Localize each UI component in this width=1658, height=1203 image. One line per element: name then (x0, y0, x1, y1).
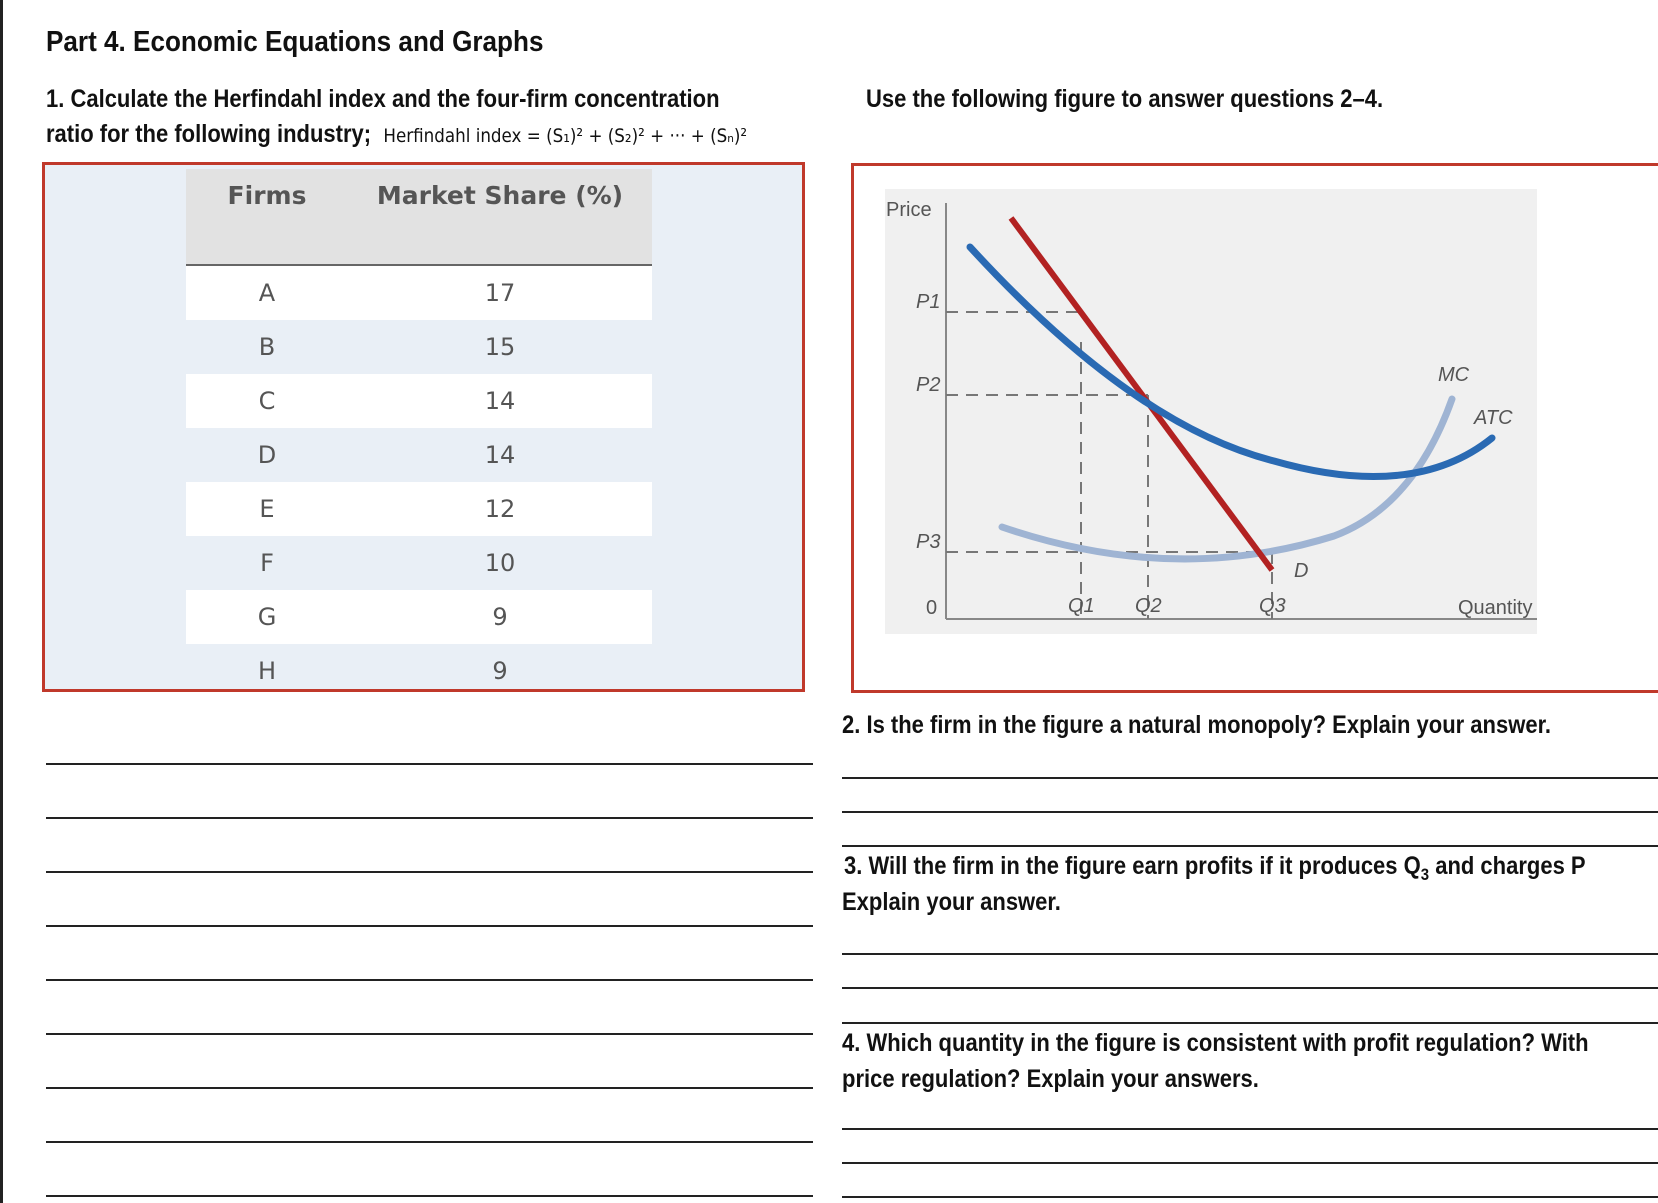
q1-label: Q1 (1068, 595, 1095, 617)
header-market-share: Market Share (%) (348, 169, 652, 265)
p1-label: P1 (916, 291, 941, 313)
market-share-table-box (42, 162, 805, 692)
answer-line[interactable] (842, 1128, 1658, 1130)
share-cell: 10 (348, 536, 652, 590)
share-cell: 14 (348, 374, 652, 428)
question-3-line2: Explain your answer. (842, 888, 1061, 916)
answer-line[interactable] (842, 845, 1658, 847)
share-cell: 15 (348, 320, 652, 374)
question-4-line1: 4. Which quantity in the figure is consistent with profit regulation? With (842, 1029, 1589, 1057)
share-cell: 12 (348, 482, 652, 536)
table-row (186, 482, 652, 536)
firm-cell: B (186, 320, 348, 374)
page-title: Part 4. Economic Equations and Graphs (46, 26, 544, 58)
answer-line[interactable] (46, 1195, 813, 1197)
answer-line[interactable] (46, 1033, 813, 1035)
share-cell: 17 (348, 265, 652, 320)
firm-cell: C (186, 374, 348, 428)
answer-line[interactable] (46, 817, 813, 819)
answer-line[interactable] (46, 1141, 813, 1143)
firm-cell: D (186, 428, 348, 482)
market-share-table (186, 169, 652, 692)
table-row (186, 374, 652, 428)
herfindahl-formula: Herfindahl index = (S₁)² + (S₂)² + ··· + (Sₙ)² (383, 125, 748, 147)
answer-line[interactable] (46, 763, 813, 765)
figure-instruction: Use the following figure to answer questions 2–4. (866, 85, 1384, 113)
atc-label: ATC (1474, 407, 1513, 429)
question-3-subscript: 3 (1420, 865, 1430, 884)
table-row (186, 536, 652, 590)
firm-cell: G (186, 590, 348, 644)
table-row (186, 644, 652, 692)
answer-line[interactable] (46, 925, 813, 927)
answer-line[interactable] (46, 979, 813, 981)
monopoly-cost-chart (854, 166, 1658, 696)
question-1-line2 (46, 120, 747, 149)
answer-line[interactable] (842, 1162, 1658, 1164)
question-2: 2. Is the firm in the figure a natural monopoly? Explain your answer. (842, 711, 1552, 739)
firm-cell: H (186, 644, 348, 692)
answer-line[interactable] (46, 871, 813, 873)
share-cell: 9 (348, 590, 652, 644)
figure-box (851, 163, 1658, 693)
firm-cell: A (186, 265, 348, 320)
left-border (0, 0, 3, 1203)
q3-label: Q3 (1259, 595, 1286, 617)
table-row (186, 590, 652, 644)
header-firms: Firms (186, 169, 348, 265)
q2-label: Q2 (1135, 595, 1162, 617)
answer-line[interactable] (842, 811, 1658, 813)
answer-line[interactable] (842, 953, 1658, 955)
share-cell: 9 (348, 644, 652, 692)
demand-label: D (1294, 560, 1309, 582)
table-row (186, 320, 652, 374)
question-4-line2: price regulation? Explain your answers. (842, 1065, 1259, 1093)
firm-cell: F (186, 536, 348, 590)
answer-line[interactable] (842, 987, 1658, 989)
mc-label: MC (1438, 364, 1470, 386)
answer-line[interactable] (842, 1022, 1658, 1024)
answer-line[interactable] (842, 1196, 1658, 1198)
share-cell: 14 (348, 428, 652, 482)
question-3-tail: and charges P (1429, 852, 1586, 880)
firm-cell: E (186, 482, 348, 536)
origin-label: 0 (926, 597, 938, 619)
answer-line[interactable] (842, 777, 1658, 779)
p2-label: P2 (916, 374, 941, 396)
question-3-line1 (844, 852, 1586, 885)
table-row (186, 428, 652, 482)
table-row (186, 265, 652, 320)
question-1-text: ratio for the following industry; (46, 120, 372, 148)
y-axis-label: Price (886, 199, 932, 221)
question-3-text: 3. Will the firm in the figure earn profits if it produces Q (844, 852, 1421, 880)
answer-line[interactable] (46, 1087, 813, 1089)
question-1-line1: 1. Calculate the Herfindahl index and the four-firm concentration (46, 85, 720, 113)
p3-label: P3 (916, 531, 941, 553)
x-axis-label: Quantity (1458, 597, 1533, 619)
